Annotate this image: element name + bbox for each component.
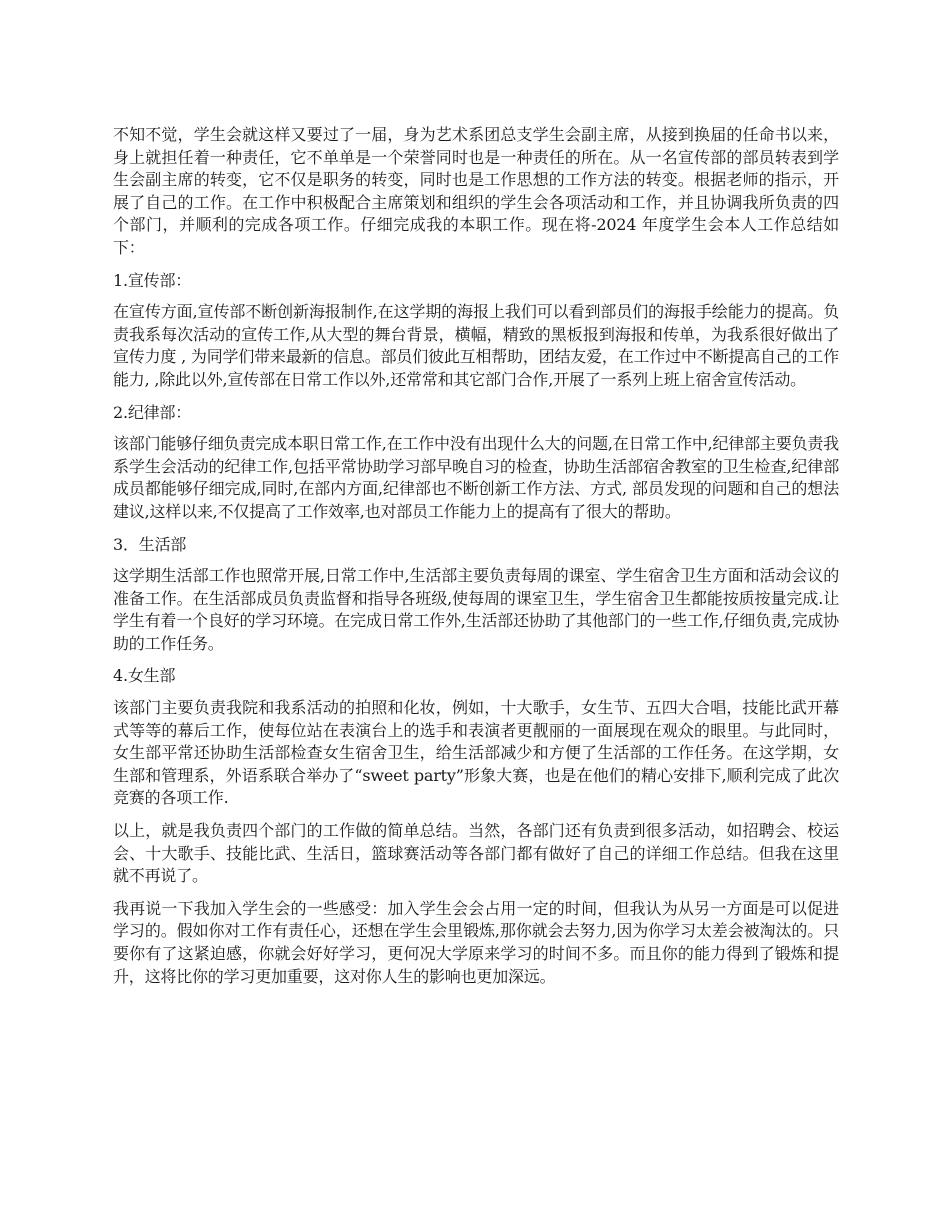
section-heading-girls: 4.女生部 <box>113 666 176 686</box>
section-body-discipline: 该部门能够仔细负责完成本职日常工作,在工作中没有出现什么大的问题,在日常工作中,纪律部主要负责我系学生会活动的纪律工作,包括平常协助学习部早晚自习的检查，协助生活部宿舍教室的卫生检查,纪律部成员都能够仔细完成,同时,在部内方面,纪律部也不断创新工作方法、方式, 部员发现的问题和自己的想法建议,这样以来,不仅提高了工作效率,也对部员工作能力上的提高有了很大的帮助。 <box>113 434 839 521</box>
section-heading-discipline: 2.纪律部： <box>113 402 192 422</box>
document-page <box>113 124 839 998</box>
closing-paragraph: 我再说一下我加入学生会的一些感受：加入学生会会占用一定的时间，但我认为从另一方面是可以促进学习的。假如你对工作有责任心，还想在学生会里锻炼,那你就会去努力,因为你学习太差会被淘汰的。只要你有了这紧迫感，你就会好好学习，更何况大学原来学习的时间不多。而且你的能力得到了锻炼和提升，这将比你的学习更加重要，这对你人生的影响也更加深远。 <box>113 898 839 986</box>
section-body-girls: 该部门主要负责我院和我系活动的拍照和化妆，例如，十大歌手，女生节、五四大合唱，技能比武开幕式等等的幕后工作，使每位站在表演台上的选手和表演者更靓丽的一面展现在观众的眼里。与此同时，女生部平常还协助生活部检查女生宿舍卫生，给生活部减少和方便了生活部的工作任务。在这学期，女生部和管理系，外语系联合举办了“sweet party”形象大赛，也是在他们的精心安排下,顺利完成了此次竞赛的各项工作. <box>113 698 839 808</box>
section-heading-life: 3．生活部 <box>113 534 187 554</box>
intro-paragraph: 不知不觉，学生会就这样又要过了一届，身为艺术系团总支学生会副主席，从接到换届的任命书以来，身上就担任着一种责任，它不单单是一个荣誉同时也是一种责任的所在。从一名宣传部的部员转表到学生会副主席的转变，它不仅是职务的转变，同时也是工作思想的工作方法的转变。根据老师的指示，开展了自己的工作。在工作中积极配合主席策划和组织的学生会各项活动和工作，并且协调我所负责的四个部门，并顺利的完成各项工作。仔细完成我的本职工作。现在将-2024 年度学生会本人工作总结如下： <box>113 125 839 257</box>
section-heading-propaganda: 1.宣传部： <box>113 270 192 290</box>
summary-paragraph: 以上，就是我负责四个部门的工作做的简单总结。当然，各部门还有负责到很多活动，如招聘会、校运会、十大歌手、技能比武、生活日，篮球赛活动等各部门都有做好了自己的详细工作总结。但我在这里就不再说了。 <box>113 821 839 886</box>
section-body-life: 这学期生活部工作也照常开展,日常工作中,生活部主要负责每周的课室、学生宿舍卫生方面和活动会议的准备工作。在生活部成员负责监督和指导各班级,使每周的课室卫生，学生宿舍卫生都能按质按量完成.让学生有着一个良好的学习环境。在完成日常工作外,生活部还协助了其他部门的一些工作,仔细负责,完成协助的工作任务。 <box>113 566 839 653</box>
section-body-propaganda: 在宣传方面,宣传部不断创新海报制作,在这学期的海报上我们可以看到部员们的海报手绘能力的提高。负责我系每次活动的宣传工作,从大型的舞台背景，横幅，精致的黑板报到海报和传单，为我系很好做出了宣传力度 , 为同学们带来最新的信息。部员们彼此互相帮助，团结友爱，在工作过中不断提高自己的工作能力, ,除此以外,宣传部在日常工作以外,还常常和其它部门合作,开展了一系列上班上宿舍宣传活动。 <box>113 302 839 389</box>
